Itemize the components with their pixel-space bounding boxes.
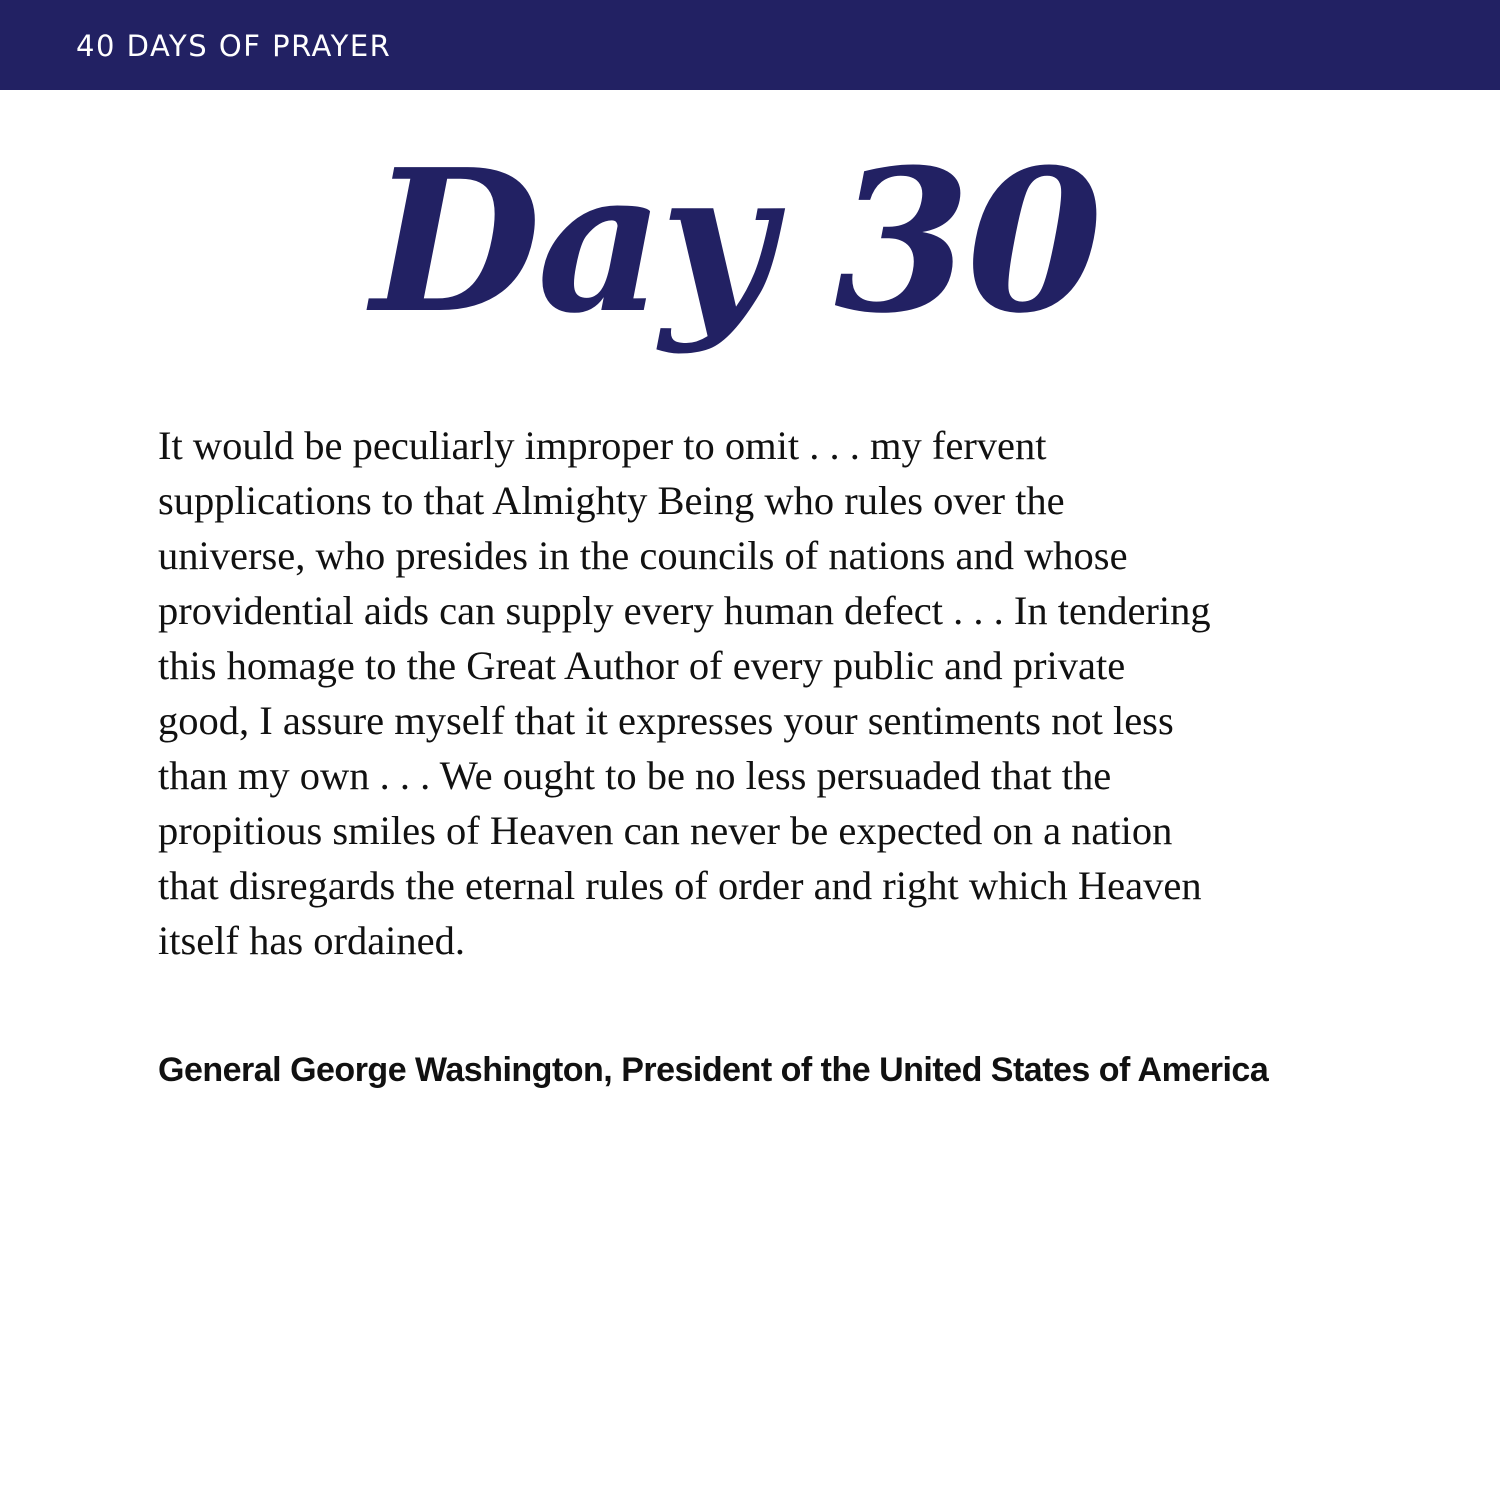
header-bar bbox=[0, 0, 1500, 90]
day-heading-text: Day 30 bbox=[371, 130, 1099, 357]
day-heading bbox=[0, 130, 1500, 390]
quote-body: It would be peculiarly improper to omit . . . my fervent supplications to that Almighty Being who rules over the universe, who presides in the councils of nations and whose providential aids can supply every human defect . . . In tendering this homage to the Great Author of every public and private good, I assure myself that it expresses your sentiments not less than my own . . . We ought to be no less persuaded that the propitious smiles of Heaven can never be expected on a nation that disregards the eternal rules of order and right which Heaven itself has ordained. bbox=[158, 423, 1211, 963]
day-heading-lettering bbox=[0, 130, 1500, 390]
attribution: General George Washington, President of the United States of America bbox=[158, 1051, 1269, 1089]
header-title: 40 DAYS OF PRAYER bbox=[76, 29, 392, 63]
